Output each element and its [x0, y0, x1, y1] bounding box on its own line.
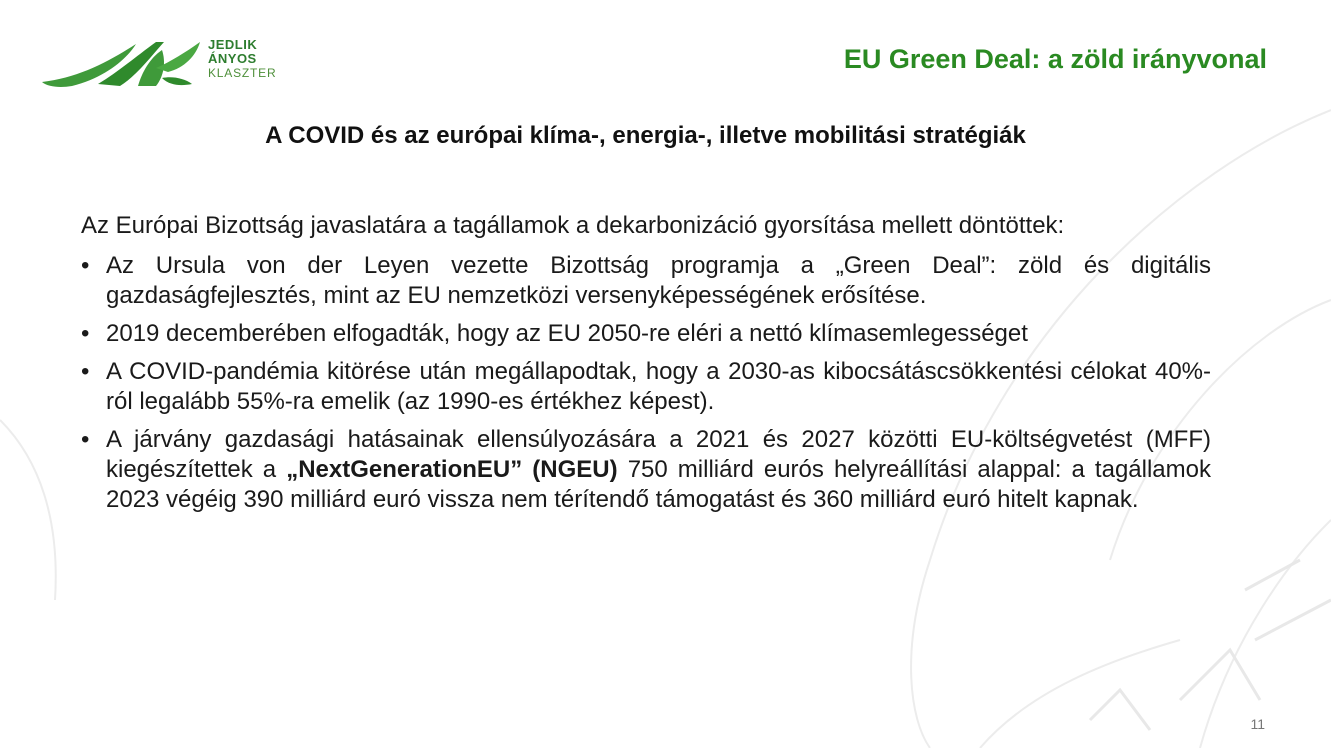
- bullet-item: [81, 425, 1211, 515]
- bullet-text: 750 milliárd eurós helyreállítási alappal: a tagállamok 2023 végéig 390 milliárd euró vissza nem térítendő támogatást és 360 milliárd euró hitelt kapnak.: [106, 456, 1211, 513]
- logo-line-klaszter: KLASZTER: [208, 66, 277, 80]
- bullet-item: • 2019 decemberében elfogadták, hogy az EU 2050-re eléri a nettó klímasemlegességet: [81, 319, 1211, 349]
- bullet-item: • Az Ursula von der Leyen vezette Bizottság programja a „Green Deal”: zöld és digitális gazdaságfejlesztés, mint az EU nemzetközi versenyképességének erősítése.: [81, 251, 1211, 311]
- logo-wordmark: [208, 38, 276, 80]
- slide-body: [81, 211, 1211, 523]
- intro-paragraph: Az Európai Bizottság javaslatára a tagállamok a dekarbonizáció gyorsítása mellett döntöttek:: [81, 212, 1065, 239]
- bullet-list: [81, 251, 1211, 515]
- page-number: 11: [1250, 716, 1265, 732]
- jedlik-logo-mark-icon: [38, 38, 203, 88]
- section-title: EU Green Deal: a zöld irányvonal: [843, 44, 1267, 74]
- logo-line-jedlik: JEDLIK: [208, 37, 258, 52]
- bullet-text: A járvány gazdasági hatásainak ellensúlyozására a 2021 és 2027 közötti EU-költségvetést (MFF) kiegészítettek a: [106, 426, 1211, 483]
- logo-line-anyos: ÁNYOS: [208, 51, 257, 66]
- slide-title: A COVID és az európai klíma-, energia-, illetve mobilitási stratégiák: [265, 122, 1026, 149]
- ngeu-highlight: „NextGenerationEU” (NGEU): [286, 456, 618, 483]
- jedlik-logo: [38, 34, 288, 92]
- bullet-item: • A COVID-pandémia kitörése után megállapodtak, hogy a 2030-as kibocsátáscsökkentési célokat 40%-ról legalább 55%-ra emelik (az 1990-es értékhez képest).: [81, 357, 1211, 417]
